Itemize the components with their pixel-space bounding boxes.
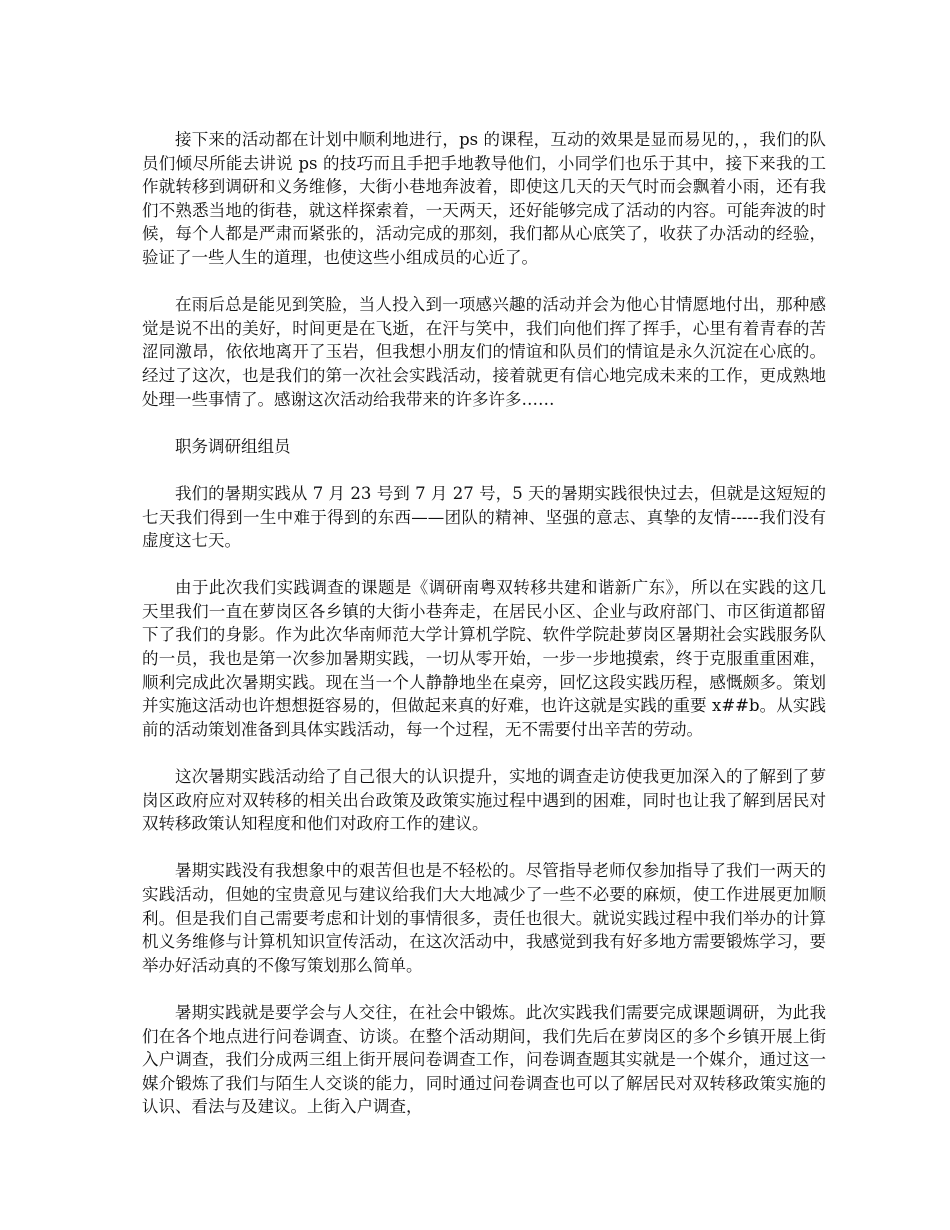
document-page bbox=[142, 128, 826, 1143]
paragraph-research-topic: 由于此次我们实践调查的课题是《调研南粤双转移共建和谐新广东》，所以在实践的这几天里我们一直在萝岗区各乡镇的大街小巷奔走，在居民小区、企业与政府部门、市区街道都留下了我们的身影。作为此次华南师范大学计算机学院、软件学院赴萝岗区暑期社会实践服务队的一员，我也是第一次参加暑期实践，一切从零开始，一步一步地摸索，终于克服重重困难，顺利完成此次暑期实践。现在当一个人静静地坐在桌旁，回忆这段实践历程，感慨颇多。策划并实施这活动也许想想挺容易的，但做起来真的好难，也许这就是实践的重要 x##b。从实践前的活动策划准备到具体实践活动，每一个过程，无不需要付出辛苦的劳动。 bbox=[142, 578, 826, 739]
paragraph-understanding: 这次暑期实践活动给了自己很大的认识提升，实地的调查走访使我更加深入的了解到了萝岗区政府应对双转移的相关出台政策及政策实施过程中遇到的困难，同时也让我了解到居民对双转移政策认知程度和他们对政府工作的建议。 bbox=[142, 767, 826, 834]
paragraph-not-easy: 暑期实践没有我想象中的艰苦但也是不轻松的。尽管指导老师仅参加指导了我们一两天的实践活动，但她的宝贵意见与建议给我们大大地减少了一些不必要的麻烦，使工作进展更加顺利。但是我们自己需要考虑和计划的事情很多，责任也很大。就说实践过程中我们举办的计算机义务维修与计算机知识宣传活动，在这次活动中，我感觉到我有好多地方需要锻炼学习，要举办好活动真的不像写策划那么简单。 bbox=[142, 861, 826, 975]
paragraph-social-skills: 暑期实践就是要学会与人交往，在社会中锻炼。此次实践我们需要完成课题调研，为此我们在各个地点进行问卷调查、访谈。在整个活动期间，我们先后在萝岗区的多个乡镇开展上街入户调查，我们分成两三组上街开展问卷调查工作，问卷调查题其实就是一个媒介，通过这一媒介锻炼了我们与陌生人交谈的能力，同时通过问卷调查也可以了解居民对双转移政策实施的认识、看法与及建议。上街入户调查， bbox=[142, 1002, 826, 1117]
paragraph-activities: 接下来的活动都在计划中顺利地进行，ps 的课程，互动的效果是显而易见的，，我们的队员们倾尽所能去讲说 ps 的技巧而且手把手地教导他们，小同学们也乐于其中，接下来我的工作就转移到调研和义务维修，大街小巷地奔波着，即使这几天的天气时而会飘着小雨，还有我们不熟悉当地的街巷，就这样探索着，一天两天，还好能够完成了活动的内容。可能奔波的时候，每个人都是严肃而紧张的，活动完成的那刻，我们都从心底笑了，收获了办活动的经验，验证了一些人生的道理，也使这些小组成员的心近了。 bbox=[142, 130, 826, 267]
paragraph-farewell: 在雨后总是能见到笑脸，当人投入到一项感兴趣的活动并会为他心甘情愿地付出，那种感觉是说不出的美好，时间更是在飞逝，在汗与笑中，我们向他们挥了挥手，心里有着青春的苦涩同激昂，依依地离开了玉岩，但我想小朋友们的情谊和队员们的情谊是永久沉淀在心底的。经过了这次，也是我们的第一次社会实践活动，接着就更有信心地完成未来的工作，更成熟地处理一些事情了。感谢这次活动给我带来的许多许多…… bbox=[142, 295, 826, 409]
paragraph-practice-dates: 我们的暑期实践从 7 月 23 号到 7 月 27 号，5 天的暑期实践很快过去，但就是这短短的七天我们得到一生中难于得到的东西——团队的精神、坚强的意志、真挚的友情-----我们没有虚度这七天。 bbox=[142, 483, 826, 551]
section-heading-research-member: 职务调研组组员 bbox=[175, 436, 291, 456]
